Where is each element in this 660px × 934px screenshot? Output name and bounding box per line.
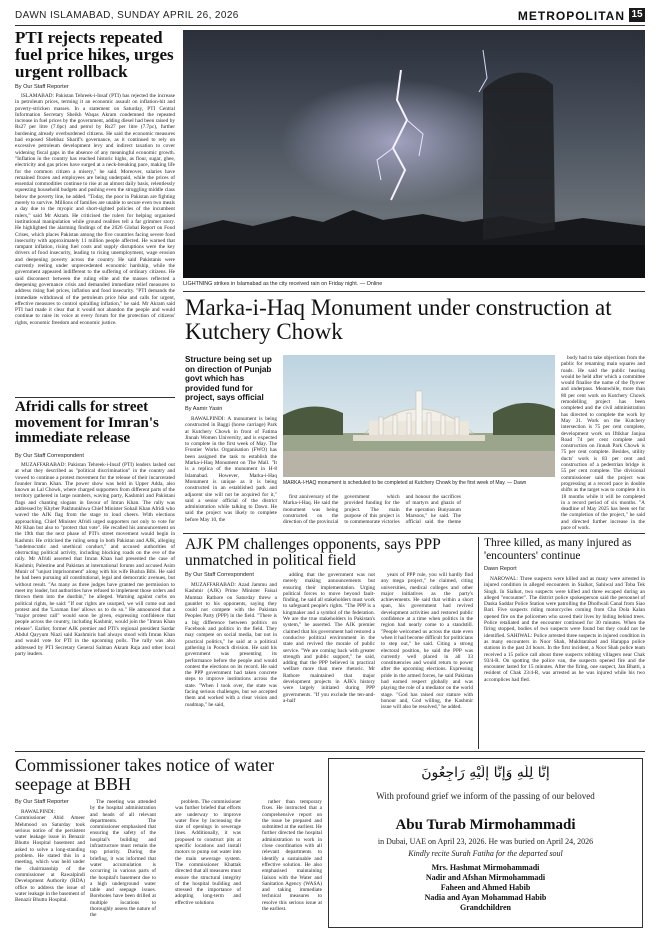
story6-col2 <box>90 799 156 927</box>
story2-body <box>15 462 175 748</box>
story2-byline: By Our Staff Correspondent <box>15 453 84 459</box>
story4-text-2: adding that the government was not merely making announcements but ensuring their implementation. Urging political forces to move beyond fault-finding, he said all stakeholders must work to safeguard people's rights. "The PPP is a kingmaker and a symbol of the federation. We are the true stakeholders in Pakistan's system," he asserted. The AJK premier claimed that his government had restored a conducive political environment in the state and revived the morale of public service. "We are coming back with greater strength and public support," he said, adding that the PPP believed in practical welfare more than mere rhetoric. Mr Rathore maintained that major development projects in AJK's history were largely initiated during PPP governments. "If you exclude the ten-and-a-half <box>283 572 375 704</box>
story6-text-2: The meeting was attended by the hospital administration and heads of all relevant departments. The commissioner emphasised that ensuring the safety of the hospital's building and infrastructure must remain the top priority. During the briefing, it was informed that water accumulation is occurring in various parts of the hospital's basement due to a high underground water table and seepage issues. Boreholes have been drilled at multiple locations to thoroughly assess the nature of the <box>90 799 156 919</box>
monument-photo <box>283 355 555 477</box>
story5-text: NAROWAL: Three suspects were killed and as many were arrested in injured condition in alleged encounters in Sialkot, Sahiwal and Toba Tek Singh. In Sialkot, two suspects were killed and three escaped during an alleged "encounter". The district police spokesperson said the personnel of Daska Saddar Police Station were patrolling the Dhollwali Canal from Siao Bari. Five suspects riding motorcycles coming from Cha Dola Kalan opened fire on the policemen who saved their lives by hiding behind trees. Police retaliated and the encounter continued for 30 minutes. When the firing stopped, bodies of two suspects were found but they could not be identified. SAHIWAL: Police arrested three suspects in injured condition in as many encounters in Noor Shah, Mukhtarabad and Harappa police stations in the past 24 hours. In the first incident, a Noor Shah police team received a 15 police call about three suspects robbing villagers near Chak 93/4-R. On spotting the police van, the suspects opened fire and the encounter lasted for 15 minutes. After the firing, one suspect, Jan Bhatti, a resident of Chak 23/4-R, was arrested as he was injured while his two accomplices had fled. <box>484 576 645 683</box>
story1-body <box>15 93 175 395</box>
story4-col3 <box>381 572 473 748</box>
lightning-photo <box>183 30 645 278</box>
story6-byline: By Our Staff Reporter <box>15 799 69 805</box>
story4-headline: AJK PM challenges opponents, says PPP unmatched in political field <box>185 537 441 569</box>
obituary-detail: in Dubai, UAE on April 23, 2026. He was buried on April 24, 2026 <box>377 837 594 846</box>
story2-text: MUZAFFARABAD: Pakistan Tehreek-i-Insaf (PTI) leaders lashed out at what they described as "political discrimination" in the country and vowed to continue a protest movement for the release of their incarcerated founder Imran Khan. The power show was held in Upper Adda, also known as Lal Chowk, where charged supporters from different parts of the territory gathered in large numbers, waving party, Kashmiri and Pakistani flags and chanting slogans in favour of Imran Khan. The rally was addressed by Khyber Pakhtunkhwa Chief Minister Sohail Khan Afridi who waved the AJK flag from the stage to loud cheers. With elections approaching, Chief Minister Afridi urged supporters not only to vote for Mr Khan but also to "protect that vote". He recalled his announcement on the 19th that the next phase of PTI's street movement would begin in Kashmir. He criticised the ruling setup in both Pakistan and AJK, alleging "undemocratic and unethical conduct," and accused authorities of obstructing political activity, including blocking roads on the eve of the rally. Mr Afridi asserted that Imran Khan had presented the case of Kashmir, Palestine and Pakistan at international forums and accused Asim Munir of "unjust imprisonment" along with his wife Bushra Bibi. He said he had been pursuing all constitutional, legal and democratic avenues, but without result. "As many as three judges have granted me permission to meet my leader, but authorities have refused to implement those orders and thrown them into the dustbin," he alleged. Warning against curbs on political rights, he said: "If our rights are usurped, we will come out and protest and the 'Laxman line' allows us to do so." He announced that a "major protest call" would soon be given, expressing confidence that people across the country, including Kashmir, would join the "Imran Khan release". Earlier, former AJK premier and PTI's regional president Sardar Abdul Qayyum Niazi said Kashmiris had always stood with Imran Khan and would vote for PTI in the upcoming polls. The rally was also addressed by PTI Secretary General Salman Akram Raja and other local party leaders. <box>15 462 175 657</box>
story6-col1 <box>15 809 85 927</box>
story1-text: ISLAMABAD: Pakistan Tehreek-i-Insaf (PTI) has rejected the increase in petroleum prices, terming it an economic assault on inflation-hit and poverty-stricken masses. In a statement on Saturday, PTI Central Information Secretary Sheikh Waqas Akram condemned the repeated increase in fuel prices by the government, adding diesel had been raised by Rs27 per litre (7.6pc) and petrol by Rs27 per litre (7.7pc), further burdening already overburdened citizens. He said the economic measures had exposed Shehbaz Sharif's governance, as it continued to rely on excessive petroleum development levy and indirect taxation to cover widening fiscal gaps in the absence of any meaningful economic growth. "Inflation in the country has reached historic highs, as flour, sugar, ghee, electricity and gas prices have surged at a neck-breaking pace, making life for the common citizen a misery," he said. Moreover, salaries have remained frozen and employees are being underpaid, while the prices of essential commodities continue to rise at an almost daily basis, relentlessly squeezing household budgets and pushing even the struggling middle class below the poverty line, he added. "Today, the poor in Pakistan are fighting merely to survive. Millions of families are unable to secure even two meals a day due to the myopic and short-sighted policies of the incumbent rulers," said Mr Akram. He criticised the rulers for helping organised institutional manipulation while ground realities tell a far grimmer story. He highlighted the alarming findings of the 2026 Global Report on Food Crises, which places Pakistan among the five countries facing severe food insecurity with approximately 11 million people affected. He warned that rampant inflation, rising fuel costs and supply disruptions were the key drivers of food insecurity, leading to rising unemployment, wage erosion and deepening poverty across the country. He said Pakistanis were currently reeling under unprecedented economic hardship, while the government appeared indifferent to the suffering of ordinary citizens. He said disconnect between the ruling elite and the masses reflected a deepening governance crisis and demanded immediate relief measures to address rising fuel prices, inflation and food insecurity. "PTI demands the immediate withdrawal of the petroleum price hike and calls for urgent, effective measures to control spiralling inflation," he said. Mr Akram said PTI had made it clear that it would not abandon the people and would continue to raise its voice at every forum for the protection of citizens' rights, economic freedom and economic justice. <box>15 93 175 326</box>
story4-col1 <box>185 582 277 748</box>
lower-divider <box>15 751 645 752</box>
story4-byline: By Our Staff Correspondent <box>185 572 254 578</box>
story3-text-2: first anniversary of the Marka-i-Haq. He said the monument was being constructed on the direction of the provincial government which provided funding for the project. The main purpose of this project is to commemorate victories and honour the sacrifices of martyrs and ghazis of the operation Bunyanum Marsoos," he said. The official said the theme <box>283 494 461 526</box>
story1-divider <box>15 397 175 398</box>
family-member: Nadia and Ayan Mohammad Habib <box>424 893 547 902</box>
family-member: Mrs. Hashmat Mirmohammadi <box>431 863 540 872</box>
story3-text-3: body had to take objections from the public for renaming main squares and roads. He said the public hearing would be held after which a committee would finalise the name of the flyover and underpass. Meanwhile, more than 80 per cent work on Kutchery Chowk remodelling project has been completed and the civil administration has directed to complete the work by May 31. Work on the Kutchery intersection is 75 per cent complete, development work on Iftikhar Janjua Road 74 per cent complete and construction on Jinnah Park Chowk is 75 per cent complete. Besides, utility ducts' work is 83 per cent and construction of a pedestrian bridge is 55 per cent complete. The divisional commissioner said the project was progressing at a record pace in double shifts as the target was to complete it in 18 months while it will be completed in a record period of six months. "A deadline of May 2025 has been set for the completion of the project," he said and directed further increase in the pace of work. <box>561 355 645 530</box>
story5-headline: Three killed, as many injured as 'encounters' continue <box>484 537 632 562</box>
story6-text-4: rather than temporary fixes. He instructed that a comprehensive report on the issue be prepared and submitted at the earliest. He further directed the hospital administration to work in close coordination with all relevant departments to identify a sustainable and effective solution. He also emphasised maintaining liaison with the Water and Sanitation Agency (WASA) and taking immediate technical measures to resolve this serious issue at the earliest. <box>262 799 322 913</box>
story3-deck: Structure being set up on direction of Punjab govt which has provided fund for project, says official <box>185 355 272 402</box>
photo-divider <box>183 291 645 292</box>
lightning-caption: LIGHTNING strikes in Islamabad as the city received rain on Friday night. — Online <box>183 281 383 287</box>
story2-headline: Afridi calls for street movement for Imran's immediate release <box>15 400 159 446</box>
story6-col3 <box>175 799 241 927</box>
story6-text-1: RAWALPINDI: Commissioner Abid Ameer Mehmood on Saturday took serious notice of the persistent water leakage issue in Benazir Bhutto Hospital basement and asked to solve a long-standing problem. He stated this in a meeting, which was held under the chairmanship of the commissioner at Rawalpindi Development Authority (RDA) office to address the issue of water leakage in the basement of Benazir Bhutto Hospital. <box>15 809 85 904</box>
story4-text-1: MUZAFFARABAD: Azad Jammu and Kashmir (AJK) Prime Minister Faisal Mumtaz Rathore on Saturday threw a gauntlet to his opponents, saying they could not compete with the Pakistan Peoples Party (PPP) in the field. "There is a big difference between politics on Facebook and politics in the field. They may compete on social media, but not in practical politics," he said at a political gathering in Poonch division. He said his government was presenting its performance before the people and would contest the elections on its record. He said the PPP government had taken concrete steps to improve institutions across the state. "When I took over, the state was facing serious challenges, but we accepted them and worked with a clear vision and roadmap," he said, <box>185 582 277 708</box>
masthead <box>15 8 645 24</box>
masthead-dateline: DAWN ISLAMABAD, SUNDAY APRIL 26, 2026 <box>15 10 239 21</box>
story1-byline: By Our Staff Reporter <box>15 84 69 90</box>
family-member: Nadir and Afshan Mirmohammadi <box>425 873 546 882</box>
story6-headline: Commissioner takes notice of water seepage at BBH <box>15 756 274 794</box>
family-member: Faheen and Ahmed Habib <box>440 883 531 892</box>
story5-body <box>484 576 645 748</box>
obituary-intro: With profound grief we inform of the passing of our beloved <box>376 791 595 801</box>
monument-caption: MARKA-I-HAQ monument is scheduled to be completed at Kutchery Chowk by the first week of May. — Dawn <box>283 480 527 486</box>
obituary-request: Kindly recite Surah Fatiha for the departed soul <box>408 849 563 858</box>
family-member: Grandchildren <box>460 903 511 912</box>
story3-headline: Marka-i-Haq Monument under construction at Kutchery Chowk <box>185 296 612 344</box>
story4-text-3: years of PPP rule, you will hardly find any mega project," he claimed, citing universities, medical colleges and other major initiatives as the party's achievements. He said that within a short span, his government had revived development activities and restored public confidence at a time when politics in the region had nearly come to a standstill. "People welcomed us across the state even when it had become difficult for politicians to step out," he said. Citing a strong electoral position, he said the PPP was currently well placed in all 33 constituencies and would return to power after the upcoming elections. Expressing pride in the armed forces, he said Pakistan had earned respect globally and was playing the role of a mediator on the world stage. "God has raised our stature with honour and, God willing, the Kashmir issue will also be resolved," he added. <box>381 572 473 711</box>
story4-vrule <box>478 537 479 749</box>
page-number: 15 <box>629 8 645 22</box>
story3-divider <box>183 533 645 534</box>
obituary-box <box>328 758 643 928</box>
story1-headline: PTI rejects repeated fuel price hikes, urges urgent rollback <box>15 29 174 80</box>
story3-col1 <box>185 416 277 530</box>
lightning-photo-image <box>183 30 645 278</box>
story4-col2 <box>283 572 375 748</box>
story5-byline: Dawn Report <box>484 566 517 572</box>
masthead-rule <box>15 25 645 26</box>
story3-byline: By Aamir Yasin <box>185 406 223 412</box>
monument-photo-image <box>283 355 555 477</box>
story3-col3 <box>561 355 645 530</box>
story3-text-1: RAWALPINDI: A monument is being constructed in Baggi (horse carriage) Park at Kutchery Chowk in front of Fatima Jinnah Women University, and is expected to complete in the first week of May. The Frontier Works Organisation (FWO) has been assigned the task to establish the Marka-i-Haq Monument on The Mall. "It is a replica of the monument in H-8 Islamabad. However, Marka-i-Haq Monument is unique as it is being constructed in an established park and adjacent site will not be acquired for it," said a senior official of the district administration while talking to Dawn. He said the project was likely to complete before May 10, the <box>185 416 277 523</box>
story6-col4 <box>262 799 322 927</box>
story6-text-3: problem. The commissioner was further briefed that efforts are underway to improve water flow by increasing the size of openings in sewerage lines. Additionally, it was proposed to construct pits at specific locations and install motors to pump out water into the main sewerage system. The commissioner Khattak directed that all measures must ensure the structural integrity of the hospital building and stressed the importance of adopting long-term and effective solutions <box>175 799 241 906</box>
obituary-arabic: إِنَّا لِلَّٰهِ وَإِنَّا إِلَيْهِ رَاجِعُونَ <box>421 765 550 781</box>
obituary-name: Abu Turab Mirmohammadi <box>395 817 576 833</box>
section-name: METROPOLITAN <box>517 9 625 23</box>
obituary-family <box>329 863 642 913</box>
story3-col2 <box>283 494 461 530</box>
